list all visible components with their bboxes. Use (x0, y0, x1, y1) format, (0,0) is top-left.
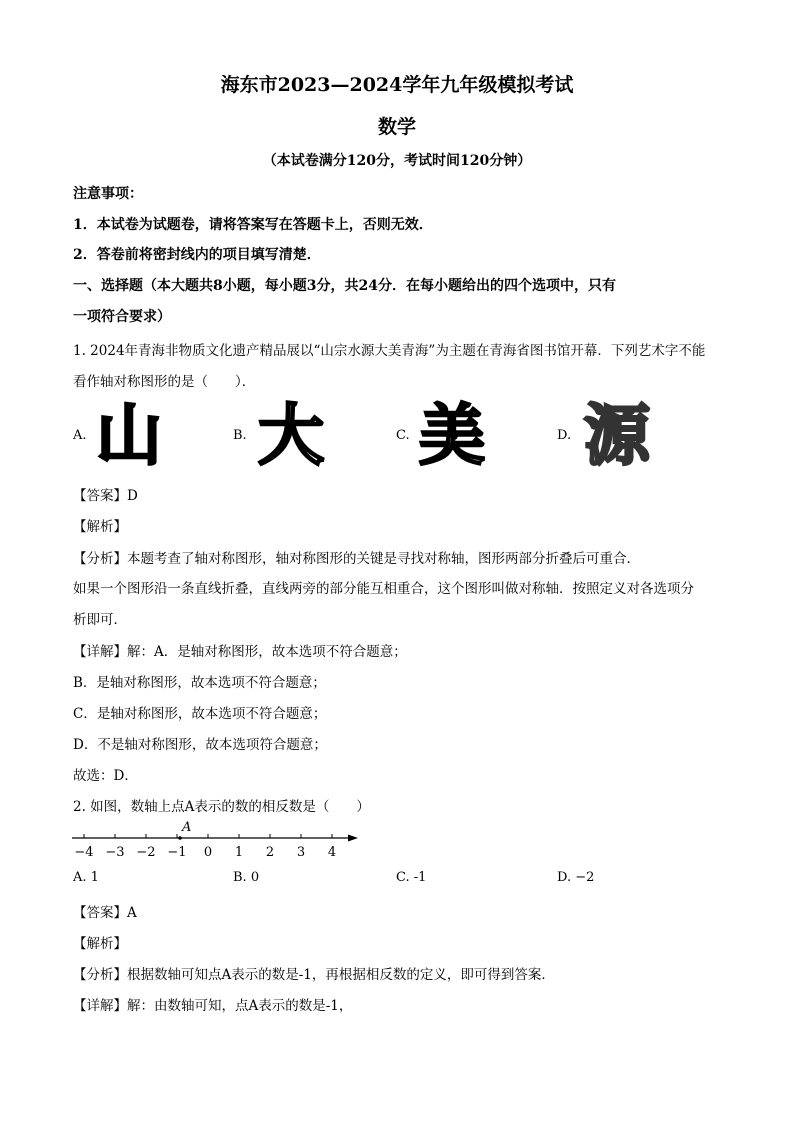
q2-choice-b: B. 0 (233, 870, 260, 885)
section-heading-line1: 一、选择题（本大题共8小题，每小题3分，共24分．在每小题给出的四个选项中，只有 (73, 278, 616, 294)
tick-label: 3 (296, 845, 306, 860)
exam-note: （本试卷满分120分，考试时间120分钟） (262, 153, 532, 169)
q2-choice-c: C. -1 (396, 870, 427, 885)
q1-option-b-glyph: 大 (258, 397, 324, 474)
q1-detail-line3: C．是轴对称图形，故本选项不符合题意； (73, 706, 327, 722)
section-heading-line2: 一项符合要求） (73, 309, 171, 325)
point-a-dot (178, 836, 182, 840)
q1-option-c-glyph: 美 (419, 397, 485, 474)
q1-analysis-line3: 析即可． (73, 612, 127, 628)
tick-label: 1 (234, 845, 244, 860)
q2-analysis-tag: 【解析】 (73, 936, 127, 952)
q1-conclusion: 故选：D． (73, 768, 138, 784)
q1-option-c-label: C. (396, 428, 410, 443)
notice-heading: 注意事项： (73, 186, 143, 202)
q1-option-b-label: B. (233, 428, 247, 443)
q1-analysis-line1: 【分析】本题考查了轴对称图形，轴对称图形的关键是寻找对称轴，图形两部分折叠后可重合． (73, 551, 640, 567)
q1-analysis-line2: 如果一个图形沿一条直线折叠，直线两旁的部分能互相重合，这个图形叫做对称轴．按照定义对各选项分 (73, 581, 694, 597)
q1-option-d-glyph: 源 (584, 397, 650, 474)
q2-analysis: 【分析】根据数轴可知点A表示的数是-1，再根据相反数的定义，即可得到答案． (73, 967, 555, 983)
q1-option-a-glyph: 山 (96, 397, 162, 474)
q2-stem: 2. 如图，数轴上点A表示的数的相反数是（ ） (73, 799, 370, 815)
tick-label: −4 (74, 845, 94, 860)
tick-label: 0 (203, 845, 213, 860)
q1-answer: 【答案】D (73, 488, 138, 504)
notice-item-1: 1．本试卷为试题卷，请将答案写在答题卡上，否则无效． (73, 217, 433, 233)
tick-label: 2 (265, 845, 275, 860)
q1-detail-line2: B．是轴对称图形，故本选项不符合题意； (73, 675, 326, 691)
q1-stem-line2: 看作轴对称图形的是（ ）． (73, 374, 256, 390)
q1-stem-line1: 1. 2024年青海非物质文化遗产精品展以“山宗水源大美青海”为主题在青海省图书馆开幕．下列艺术字不能 (73, 343, 706, 359)
exam-title: 海东市2023—2024学年九年级模拟考试 (220, 74, 574, 96)
tick-label: 4 (327, 845, 337, 860)
q1-analysis-tag: 【解析】 (73, 519, 127, 535)
tick-label: −2 (136, 845, 156, 860)
q2-choice-d: D. −2 (557, 870, 595, 885)
tick-label: −1 (167, 845, 187, 860)
q2-detail: 【详解】解：由数轴可知，点A表示的数是-1， (73, 998, 353, 1014)
q1-option-a-label: A. (73, 428, 87, 443)
q2-number-line (60, 820, 380, 866)
q2-choice-a: A. 1 (73, 870, 99, 885)
notice-item-2: 2．答卷前将密封线内的项目填写清楚． (73, 247, 321, 263)
point-a-label: A (182, 820, 192, 835)
tick-label: −3 (105, 845, 125, 860)
subject-title: 数学 (377, 116, 416, 138)
q1-detail-line1: 【详解】解：A．是轴对称图形，故本选项不符合题意； (73, 644, 407, 660)
q2-answer: 【答案】A (73, 905, 137, 921)
q1-detail-line4: D．不是轴对称图形，故本选项符合题意； (73, 737, 327, 753)
q1-option-d-label: D. (557, 428, 572, 443)
